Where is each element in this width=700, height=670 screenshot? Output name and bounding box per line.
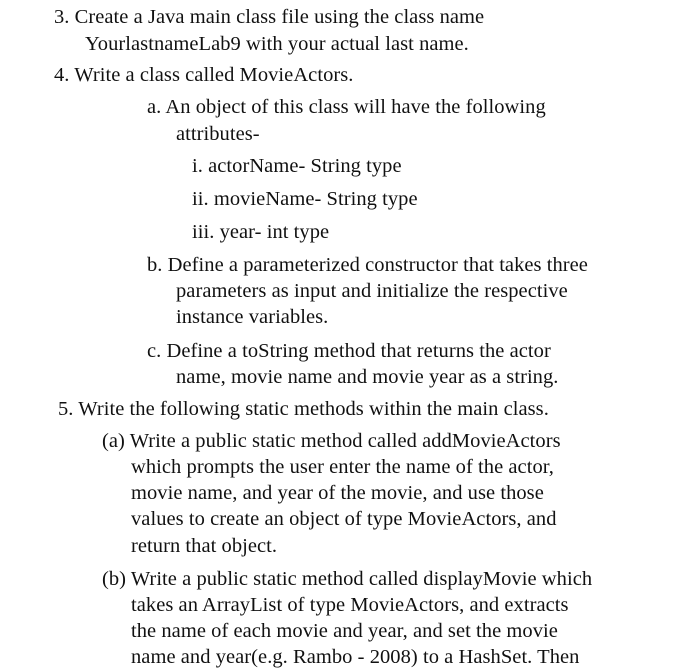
- item-4c-line: c. Define a toString method that returns the actor: [147, 340, 551, 362]
- item-4a-line: a. An object of this class will have the following: [147, 96, 546, 118]
- item-4a-subitem: iii. year- int type: [192, 221, 330, 243]
- item-3-line: 3. Create a Java main class file using the class name: [54, 6, 485, 28]
- item-5a-line: which prompts the user enter the name of the actor,: [131, 456, 554, 478]
- item-5b-line: takes an ArrayList of type MovieActors, and extracts: [131, 594, 569, 616]
- item-4a-line: attributes-: [176, 123, 260, 145]
- item-5a-line: (a) Write a public static method called addMovieActors: [102, 430, 561, 452]
- item-4c-line: name, movie name and movie year as a string.: [176, 366, 559, 388]
- item-5-line: 5. Write the following static methods within the main class.: [58, 398, 549, 420]
- item-4-line: 4. Write a class called MovieActors.: [54, 64, 354, 86]
- item-3-line: YourlastnameLab9 with your actual last name.: [85, 33, 469, 55]
- item-5b-line: name and year(e.g. Rambo - 2008) to a HashSet. Then: [131, 646, 580, 668]
- item-4a-subitem: ii. movieName- String type: [192, 188, 418, 210]
- item-5a-line: return that object.: [131, 535, 278, 557]
- item-5a-line: values to create an object of type MovieActors, and: [131, 508, 557, 530]
- item-5b-line: (b) Write a public static method called displayMovie which: [102, 568, 593, 590]
- item-4b-line: instance variables.: [176, 306, 329, 328]
- item-4b-line: parameters as input and initialize the respective: [176, 280, 568, 302]
- item-5b-line: the name of each movie and year, and set the movie: [131, 620, 558, 642]
- item-4b-line: b. Define a parameterized constructor that takes three: [147, 254, 588, 276]
- item-4a-subitem: i. actorName- String type: [192, 155, 402, 177]
- item-5a-line: movie name, and year of the movie, and use those: [131, 482, 544, 504]
